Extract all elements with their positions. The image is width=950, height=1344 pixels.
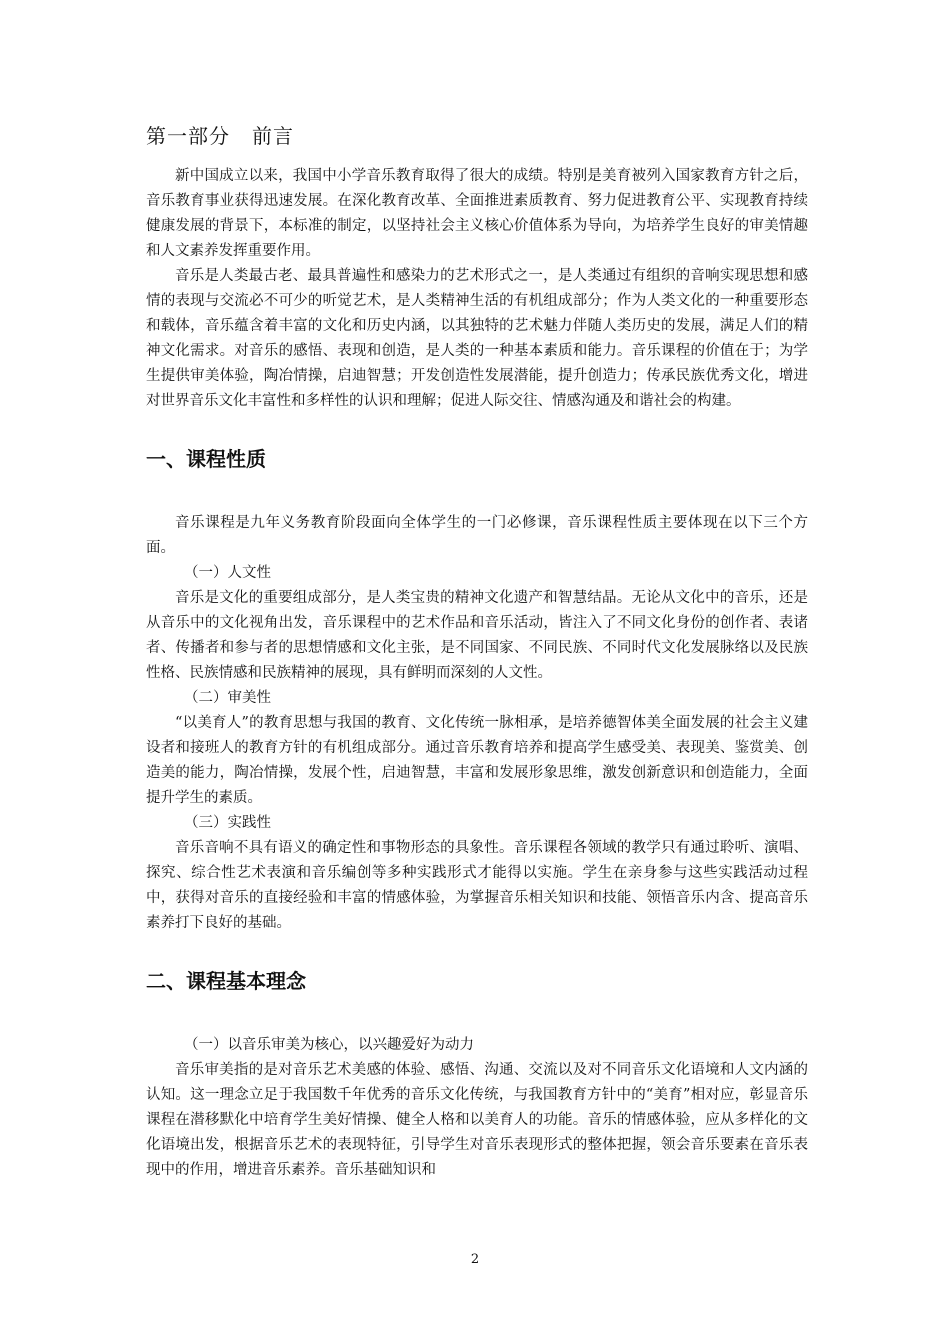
- course-nature-intro: 音乐课程是九年义务教育阶段面向全体学生的一门必修课，音乐课程性质主要体现在以下三个方面。: [146, 515, 808, 556]
- subsection-title-music-aesthetics: （一）以音乐审美为核心，以兴趣爱好为动力: [184, 1037, 474, 1053]
- humanistic-paragraph: 音乐是文化的重要组成部分，是人类宝贵的精神文化遗产和智慧结晶。无论从文化中的音乐，还是从音乐中的文化视角出发，音乐课程中的艺术作品和音乐活动，皆注入了不同文化身份的创作者、表诸者、传播者和参与者的思想情感和文化主张，是不同国家、不同民族、不同时代文化发展脉络以及民族性格、民族情感和民族精神的展现，具有鲜明而深刻的人文性。: [146, 590, 808, 681]
- aesthetic-paragraph: “以美育人”的教育思想与我国的教育、文化传统一脉相承，是培养德智体美全面发展的社会主义建设者和接班人的教育方针的有机组成部分。通过音乐教育培养和提高学生感受美、表现美、鉴赏美、创造美的能力，陶冶情操，发展个性，启迪智慧，丰富和发展形象思维，激发创新意识和创造能力，全面提升学生的素质。: [146, 715, 808, 806]
- section-title-basic-concepts: 二、课程基本理念: [146, 969, 306, 993]
- preface-paragraph-1: 新中国成立以来，我国中小学音乐教育取得了很大的成绩。特别是美育被列入国家教育方针之后，音乐教育事业获得迅速发展。在深化教育改革、全面推进素质教育、努力促进教育公平、实现教育持续健康发展的背景下，本标准的制定，以坚持社会主义核心价值体系为导向，为培养学生良好的审美情趣和人文素养发挥重要作用。: [146, 168, 808, 259]
- page-number: 2: [470, 1252, 480, 1267]
- part-title: [146, 118, 808, 154]
- music-aesthetics-paragraph: 音乐审美指的是对音乐艺术美感的体验、感悟、沟通、交流以及对不同音乐文化语境和人文内涵的认知。这一理念立足于我国数千年优秀的音乐文化传统，与我国教育方针中的“美育”相对应，彰显音乐课程在潜移默化中培育学生美好情操、健全人格和以美育人的功能。音乐的情感体验，应从多样化的文化语境出发，根据音乐艺术的表现特征，引导学生对音乐表现形式的整体把握，领会音乐要素在音乐表现中的作用，增进音乐素养。音乐基础知识和: [146, 1062, 808, 1178]
- part-name: 前言: [252, 124, 294, 148]
- subsection-title-practical: （三）实践性: [184, 815, 271, 831]
- document-page: [146, 118, 808, 1183]
- subsection-title-aesthetic: （二）审美性: [184, 690, 271, 706]
- preface-paragraph-2: 音乐是人类最古老、最具普遍性和感染力的艺术形式之一，是人类通过有组织的音响实现思想和感情的表现与交流必不可少的听觉艺术，是人类精神生活的有机组成部分；作为人类文化的一种重要形态和载体，音乐蕴含着丰富的文化和历史内涵，以其独特的艺术魅力伴随人类历史的发展，满足人们的精神文化需求。对音乐的感悟、表现和创造，是人类的一种基本素质和能力。音乐课程的价值在于；为学生提供审美体验，陶冶情操，启迪智慧；开发创造性发展潜能，提升创造力；传承民族优秀文化，增进对世界音乐文化丰富性和多样性的认识和理解；促进人际交往、情感沟通及和谐社会的构建。: [146, 268, 808, 409]
- subsection-title-humanistic: （一）人文性: [184, 565, 271, 581]
- part-number: 第一部分: [146, 124, 230, 148]
- practical-paragraph: 音乐音响不具有语义的确定性和事物形态的具象性。音乐课程各领域的教学只有通过聆听、演唱、探究、综合性艺术表演和音乐编创等多种实践形式才能得以实施。学生在亲身参与这些实践活动过程中，获得对音乐的直接经验和丰富的情感体验，为掌握音乐相关知识和技能、领悟音乐内含、提高音乐素养打下良好的基础。: [146, 840, 808, 931]
- section-title-course-nature: 一、课程性质: [146, 447, 266, 471]
